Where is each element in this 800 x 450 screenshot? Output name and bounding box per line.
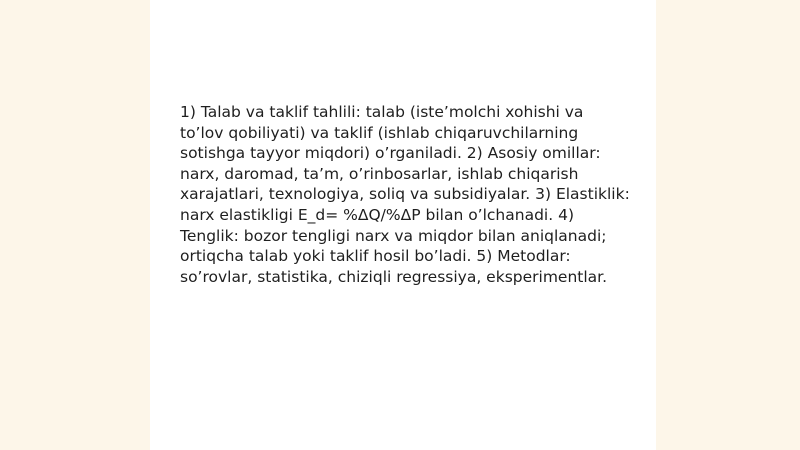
body-text: 1) Talab va taklif tahlili: talab (iste’molchi xohishi va to’lov qobiliyati) va taklif (ishlab chiqaruvchilarning sotishga tayyor miqdori) o’rganiladi. 2) Asosiy omillar: narx, daromad, ta’m, o’rinbosarlar, ishlab chiqarish xarajatlari, texnologiya, soliq va subsidiyalar. 3) Elastiklik: narx elastikligi E_d= %ΔQ/%ΔP bilan o’lchanadi. 4) Tenglik: bozor tengligi narx va miqdor bilan aniqlanadi; ortiqcha talab yoki taklif hosil bo’ladi. 5) Metodlar: so’rovlar, statistika, chiziqli regressiya, eksperimentlar. — [180, 103, 630, 286]
document-page — [150, 0, 656, 450]
